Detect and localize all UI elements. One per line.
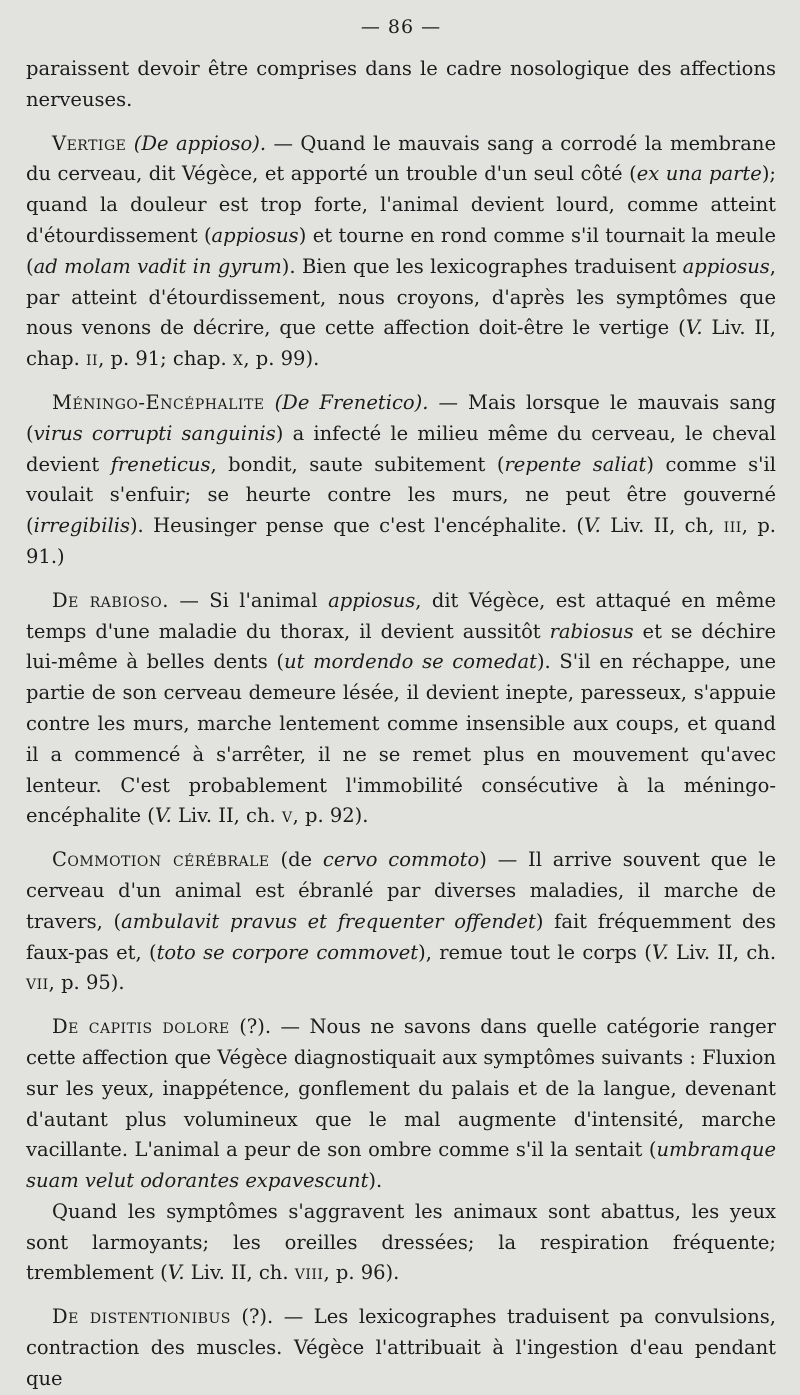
text-run: ). Heusinger pense que c'est l'encéphalite. ( xyxy=(129,514,584,538)
latin-title: (De appioso). xyxy=(133,131,267,155)
latin-quote: appiosus xyxy=(682,254,770,278)
intro-paragraph xyxy=(26,54,776,116)
text-run: ) comme s'il voulait s'enfuir; se heurte contre les murs, ne peut être gouverné ( xyxy=(26,452,776,538)
reference-marker: V. xyxy=(584,514,601,538)
text-run: , par atteint d'étourdissement, nous croyons, d'après les symptômes que nous venons de décrire, que cette affection doit-être le vertige ( xyxy=(26,254,776,340)
text-run: ). S'il en réchappe, une partie de son cerveau demeure lésée, il devient inepte, paresseux, s'appuie contre les murs, marche lentement comme insensible aux coups, et quand il a commencé à s'arrêter, il ne se remet plus en mouvement qu'avec lenteur. C'est probablement l'immobilité consécutive à la méningo-encéphalite ( xyxy=(26,650,776,828)
text-run: ) et tourne en rond comme s'il tournait la meule ( xyxy=(26,223,776,278)
reference-marker: V. xyxy=(167,1261,185,1285)
chapter-numeral: vii xyxy=(26,971,49,995)
latin-quote: ut mordendo se comedat xyxy=(284,650,537,674)
latin-quote: freneticus xyxy=(110,452,211,476)
latin-quote: appiosus xyxy=(211,223,299,247)
text-run: — Si l'animal xyxy=(168,588,329,612)
text-run: ) a infecté le milieu même du cerveau, le cheval devient xyxy=(26,421,777,476)
text-run: , bondit, saute subitement ( xyxy=(210,452,505,476)
text-run: , p. 92). xyxy=(292,804,369,828)
latin-quote: ad molam vadit in gyrum xyxy=(33,254,282,278)
paragraph-rabioso xyxy=(26,586,776,832)
text-run: Liv. II, ch, xyxy=(600,514,724,538)
text-run: , p. 99). xyxy=(243,347,320,371)
latin-title: (De Frenetico). xyxy=(274,390,429,414)
latin-quote: ambulavit pravus et frequenter offendet xyxy=(121,909,536,933)
text-run: , p. 95). xyxy=(48,971,125,995)
latin-quote: ex una parte xyxy=(636,162,762,186)
section-heading: De distentionibus xyxy=(52,1305,231,1329)
text-run: , p. 96). xyxy=(323,1261,400,1285)
text-run: ). Bien que les lexicographes traduisent xyxy=(281,254,683,278)
text-run: ) — Il arrive souvent que le cerveau d'un animal est ébranlé par diverses maladies, il marche de travers, ( xyxy=(26,848,776,933)
latin-quote: umbramque suam velut odorantes expavescunt xyxy=(26,1138,776,1193)
text-run: Liv. II, ch. xyxy=(184,1261,295,1285)
paragraph-meningo xyxy=(26,388,776,573)
reference-marker: V. xyxy=(651,940,669,964)
page-number: — 86 — xyxy=(360,16,442,38)
chapter-numeral: iii xyxy=(723,514,742,538)
text-run: Liv. II, ch. xyxy=(171,804,282,828)
latin-quote: toto se corpore commovet xyxy=(156,940,419,964)
text-run: ), remue tout le corps ( xyxy=(418,940,652,964)
reference-marker: V. xyxy=(154,804,172,828)
text-run: Liv. II, chap. xyxy=(26,316,777,371)
text-run: , dit Végèce, est attaqué en même temps d'une maladie du thorax, il devient aussitôt xyxy=(26,588,776,643)
paragraph-distentionibus xyxy=(26,1302,776,1394)
section-heading: Commotion cérébrale xyxy=(52,848,270,872)
section-heading: Méningo-Encéphalite xyxy=(52,390,265,414)
text-run: ). xyxy=(368,1169,383,1193)
latin-quote: appiosus xyxy=(328,588,416,612)
latin-quote: cervo commoto xyxy=(322,848,480,872)
text-run: ); quand la douleur est trop forte, l'animal devient lourd, comme atteint d'étourdissement ( xyxy=(26,162,776,247)
latin-quote: irregibilis xyxy=(33,514,130,538)
text-run: (de xyxy=(269,848,323,872)
paragraph-capitis xyxy=(26,1012,776,1197)
chapter-numeral: x xyxy=(232,347,244,371)
text-run: (?). — Les lexicographes traduisent pa convulsions, contraction des muscles. Végèce l'attribuait à l'ingestion d'eau pendant que xyxy=(26,1305,776,1390)
text-run: — Quand le mauvais sang a corrodé la membrane du cerveau, dit Végèce, et apporté un trouble d'un seul côté ( xyxy=(26,131,776,186)
text-run: , p. 91.) xyxy=(26,514,776,568)
latin-quote: rabiosus xyxy=(549,619,634,643)
paragraph-commotion xyxy=(26,845,776,999)
latin-quote: repente saliat xyxy=(504,452,647,476)
chapter-numeral: ii xyxy=(86,347,99,371)
latin-quote: virus corrupti sanguinis xyxy=(33,421,276,445)
text-run: — Mais lorsque le mauvais sang ( xyxy=(26,390,776,445)
text-run: Quand les symptômes s'aggravent les animaux sont abattus, les yeux sont larmoyants; les oreilles dressées; la respiration fréquente; tremblement ( xyxy=(26,1199,776,1285)
reference-marker: V. xyxy=(685,316,703,340)
chapter-numeral: v xyxy=(281,804,293,828)
text-run: , p. 91; chap. xyxy=(98,347,233,371)
section-heading: De capitis dolore xyxy=(52,1015,230,1039)
text-run: Liv. II, ch. xyxy=(668,940,777,964)
text-run: ) fait fréquemment des faux-pas et, ( xyxy=(26,909,776,964)
text-run: (?). — Nous ne savons dans quelle catégorie ranger cette affection que Végèce diagnostiquait aux symptômes suivants : Fluxion sur les yeux, inappétence, gonflement du palais et de la langue, devenant d'autant plus volumineux que le mal augmente d'intensité, marche vacillante. L'animal a peur de son ombre comme s'il la sentait ( xyxy=(26,1015,776,1162)
paragraph-capitis-continued xyxy=(26,1197,776,1289)
paragraph-vertige xyxy=(26,129,776,375)
text-run: et se déchire lui-même à belles dents ( xyxy=(26,619,776,674)
chapter-numeral: viii xyxy=(294,1261,324,1285)
section-heading: De rabioso. xyxy=(52,588,169,612)
section-heading: Vertige xyxy=(52,131,127,155)
intro-text: paraissent devoir être comprises dans le cadre nosologique des affections nerveuses. xyxy=(26,57,776,111)
